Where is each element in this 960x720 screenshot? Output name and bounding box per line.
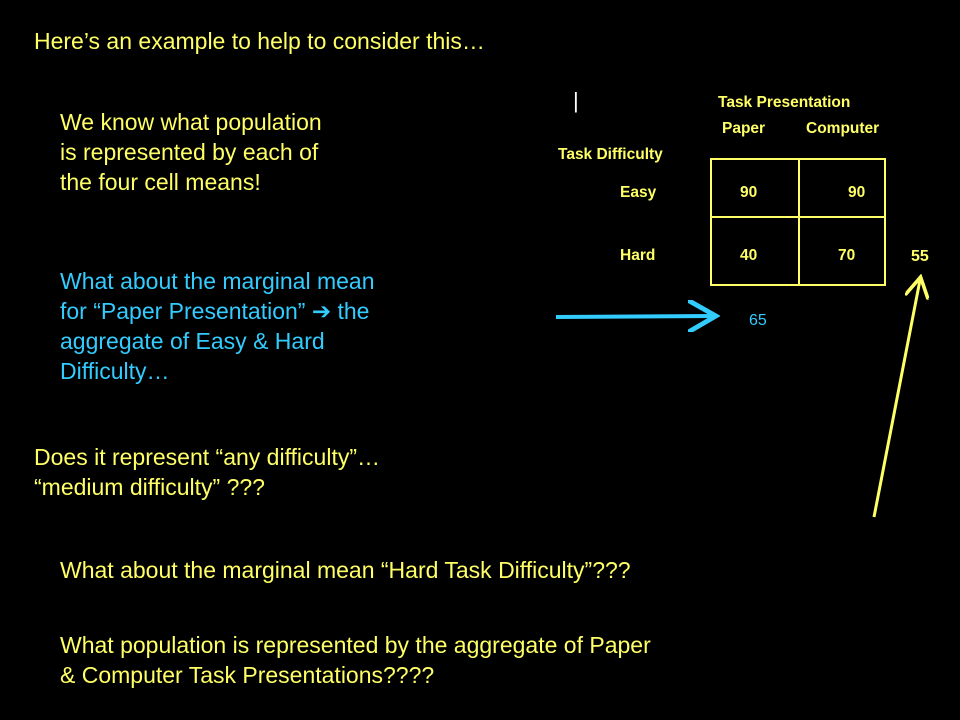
marginal-mean-question: What about the marginal mean for “Paper Presentation” ➔ the aggregate of Easy & Hard Difficulty… — [60, 268, 375, 384]
hard-difficulty-question: What about the marginal mean “Hard Task Difficulty”??? — [60, 557, 631, 583]
paper-arrow — [556, 316, 712, 317]
col-header: Task Presentation — [718, 94, 851, 111]
col-paper: Paper — [722, 120, 766, 137]
cell-hard-paper: 40 — [740, 247, 758, 264]
cell-hard-computer: 70 — [838, 247, 856, 264]
cursor-mark: | — [573, 88, 579, 113]
cell-means-note: We know what population is represented by each of the four cell means! — [60, 109, 322, 195]
slide-heading: Here’s an example to help to consider this… — [34, 28, 485, 54]
cell-easy-computer: 90 — [848, 184, 866, 201]
difficulty-question: Does it represent “any difficulty”… “medium difficulty” ??? — [34, 444, 380, 500]
row-easy: Easy — [620, 184, 657, 201]
marginal-hard-value: 55 — [911, 248, 929, 265]
marginal-paper-value: 65 — [749, 312, 767, 329]
col-computer: Computer — [806, 120, 880, 137]
row-header: Task Difficulty — [558, 146, 663, 163]
hard-arrow — [874, 280, 920, 517]
cell-easy-paper: 90 — [740, 184, 758, 201]
aggregate-question: What population is represented by the aggregate of Paper & Computer Task Presentations???? — [60, 632, 651, 688]
row-hard: Hard — [620, 247, 656, 264]
